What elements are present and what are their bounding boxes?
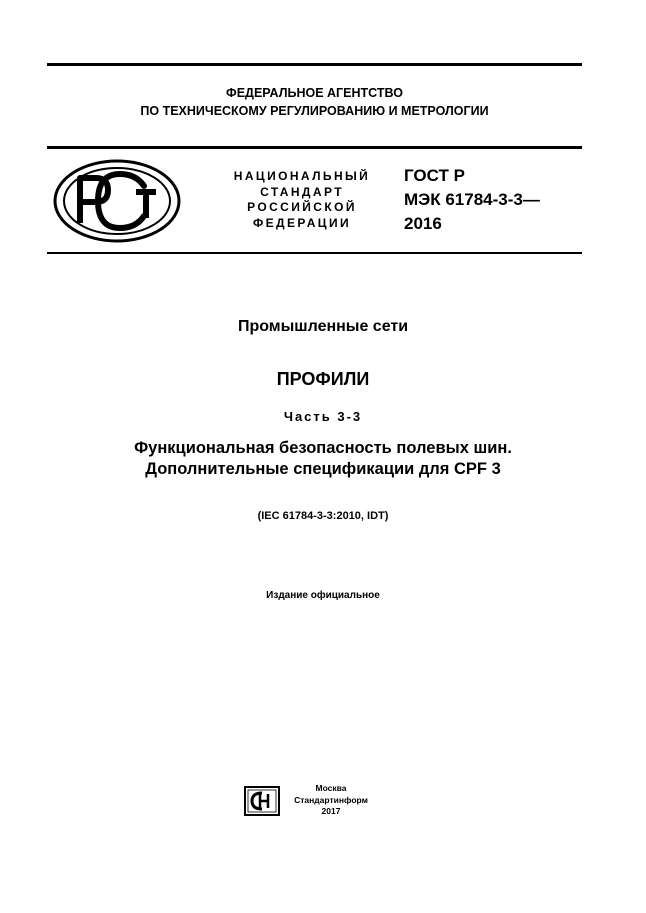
publisher-info: [285, 783, 377, 818]
top-rule: [47, 63, 582, 66]
series-title: Промышленные сети: [237, 318, 409, 335]
rst-certification-mark-icon: [52, 158, 182, 249]
publisher-city: Москва: [315, 783, 347, 793]
designation-line-1: ГОСТ Р: [404, 166, 465, 185]
standartinform-logo-icon: [244, 786, 280, 821]
publisher-name: Стандартинформ: [294, 794, 368, 805]
national-line-2: СТАНДАРТ: [260, 184, 344, 199]
lower-rule: [47, 252, 582, 254]
agency-line-2: ПО ТЕХНИЧЕСКОМУ РЕГУЛИРОВАНИЮ И МЕТРОЛОГИИ: [140, 104, 489, 118]
part-number: Часть 3-3: [283, 409, 363, 424]
agency-line-1: ФЕДЕРАЛЬНОЕ АГЕНТСТВО: [226, 86, 403, 100]
standard-designation: [404, 164, 540, 236]
national-line-3: РОССИЙСКОЙ: [247, 200, 357, 214]
national-line-4: ФЕДЕРАЦИИ: [252, 215, 352, 230]
designation-line-3: 2016: [404, 214, 442, 233]
main-title: ПРОФИЛИ: [276, 369, 370, 389]
subtitle-line-1: Функциональная безопасность полевых шин.: [134, 439, 512, 457]
publisher-year: 2017: [321, 806, 341, 816]
national-standard-label: [212, 169, 392, 231]
national-line-1: НАЦИОНАЛЬНЫЙ: [233, 169, 371, 183]
agency-name: [47, 84, 582, 120]
iec-reference: (IEC 61784-3-3:2010, IDT): [257, 510, 389, 522]
subtitle-line-2: Дополнительные спецификации для CPF 3: [145, 460, 501, 478]
designation-line-2: МЭК 61784-3-3—: [404, 190, 540, 209]
document-subtitle: [0, 438, 646, 480]
edition-label: Издание официальное: [266, 590, 380, 601]
middle-rule: [47, 146, 582, 149]
